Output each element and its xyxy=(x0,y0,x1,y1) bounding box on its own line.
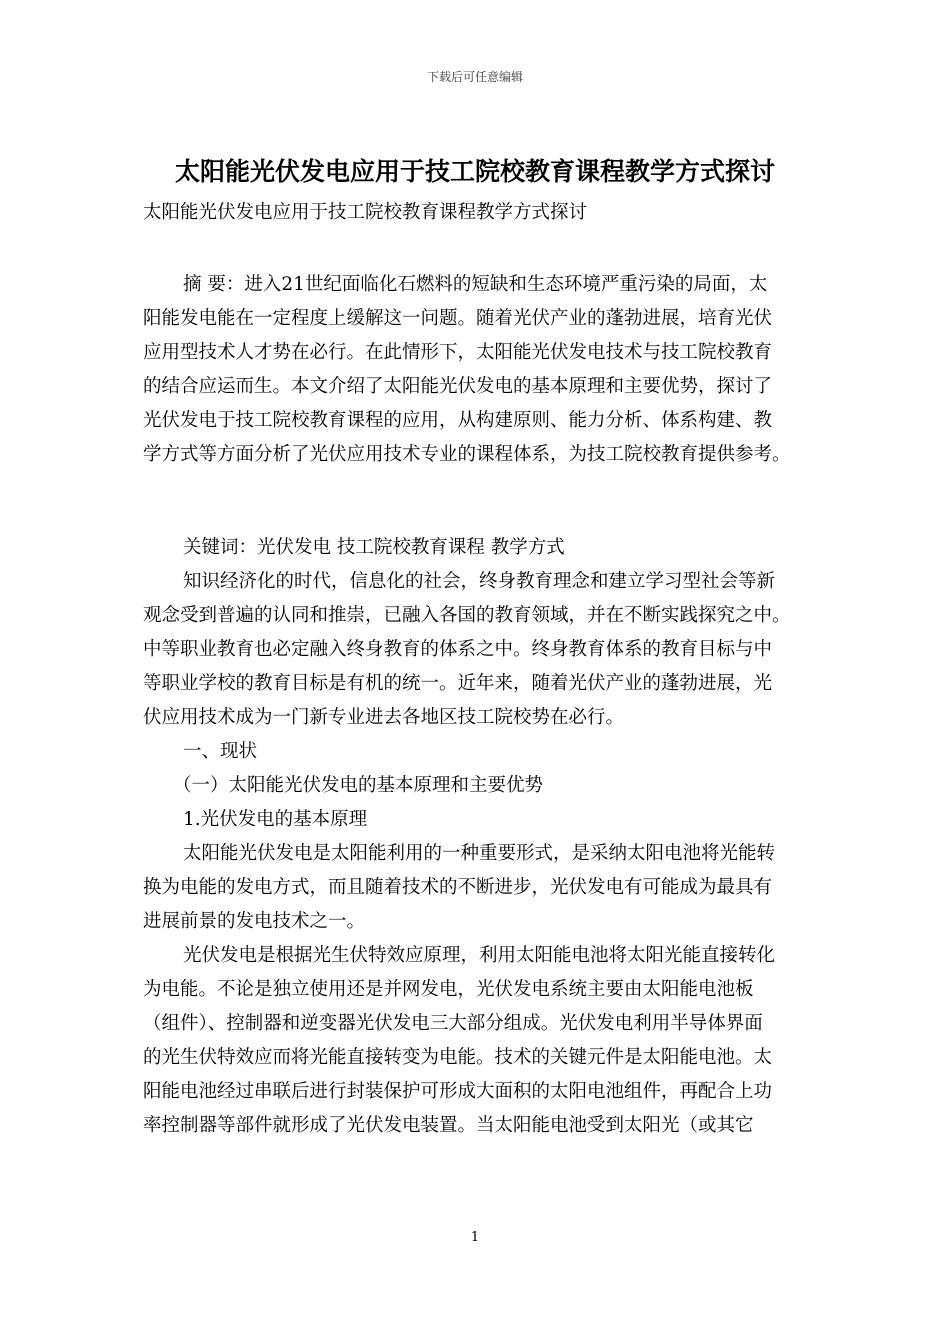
subsection-heading: （一）太阳能光伏发电的基本原理和主要优势 xyxy=(173,775,544,796)
abstract-line: 应用型技术人才势在必行。在此情形下，太阳能光伏发电技术与技工院校教育 xyxy=(143,342,773,363)
paragraph-line: 换为电能的发电方式，而且随着技术的不断进步，光伏发电有可能成为最具有 xyxy=(143,877,773,898)
paragraph-line: 观念受到普遍的认同和推崇，已融入各国的教育领域，并在不断实践探究之中。 xyxy=(143,605,791,626)
paragraph-line: 率控制器等部件就形成了光伏发电装置。当太阳能电池受到太阳光（或其它 xyxy=(143,1115,754,1136)
paragraph-line: 等职业学校的教育目标是有机的统一。近年来，随着光伏产业的蓬勃进展，光 xyxy=(143,673,773,694)
section-heading: 一、现状 xyxy=(183,741,258,762)
document-title: 太阳能光伏发电应用于技工院校教育课程教学方式探讨 xyxy=(174,157,775,186)
paragraph-line: 为电能。不论是独立使用还是并网发电，光伏发电系统主要由太阳能电池板 xyxy=(143,979,754,1000)
subsubsection-heading: 1.光伏发电的基本原理 xyxy=(183,809,368,830)
main-body xyxy=(143,531,823,1143)
header-note: 下载后可任意编辑 xyxy=(426,70,523,84)
paragraph-line: 阳能电池经过串联后进行封装保护可形成大面积的太阳电池组件，再配合上功 xyxy=(143,1081,773,1102)
abstract-line: 摘 要：进入21世纪面临化石燃料的短缺和生态环境严重污染的局面，太 xyxy=(183,274,768,295)
abstract xyxy=(143,268,823,472)
paragraph-line: （组件）、控制器和逆变器光伏发电三大部分组成。光伏发电利用半导体界面 xyxy=(143,1013,763,1034)
paragraph-line: 的光生伏特效应而将光能直接转变为电能。技术的关键元件是太阳能电池。太 xyxy=(143,1047,773,1068)
paragraph-line: 光伏发电是根据光生伏特效应原理，利用太阳能电池将太阳光能直接转化 xyxy=(183,945,776,966)
paragraph-line: 中等职业教育也必定融入终身教育的体系之中。终身教育体系的教育目标与中 xyxy=(143,639,773,660)
abstract-line: 的结合应运而生。本文介绍了太阳能光伏发电的基本原理和主要优势，探讨了 xyxy=(143,376,773,397)
paragraph-line: 知识经济化的时代，信息化的社会，终身教育理念和建立学习型社会等新 xyxy=(183,571,776,592)
document-subtitle: 太阳能光伏发电应用于技工院校教育课程教学方式探讨 xyxy=(143,202,588,223)
paragraph-line: 太阳能光伏发电是太阳能利用的一种重要形式，是采纳太阳电池将光能转 xyxy=(183,843,776,864)
paragraph-line: 伏应用技术成为一门新专业进去各地区技工院校势在必行。 xyxy=(143,707,625,728)
page-number: 1 xyxy=(470,1230,480,1245)
keywords: 关键词：光伏发电 技工院校教育课程 教学方式 xyxy=(183,537,565,558)
abstract-line: 光伏发电于技工院校教育课程的应用，从构建原则、能力分析、体系构建、教 xyxy=(143,410,773,431)
abstract-line: 学方式等方面分析了光伏应用技术专业的课程体系，为技工院校教育提供参考。 xyxy=(143,444,791,465)
paragraph-line: 进展前景的发电技术之一。 xyxy=(143,911,366,932)
abstract-line: 阳能发电能在一定程度上缓解这一问题。随着光伏产业的蓬勃进展，培育光伏 xyxy=(143,308,773,329)
